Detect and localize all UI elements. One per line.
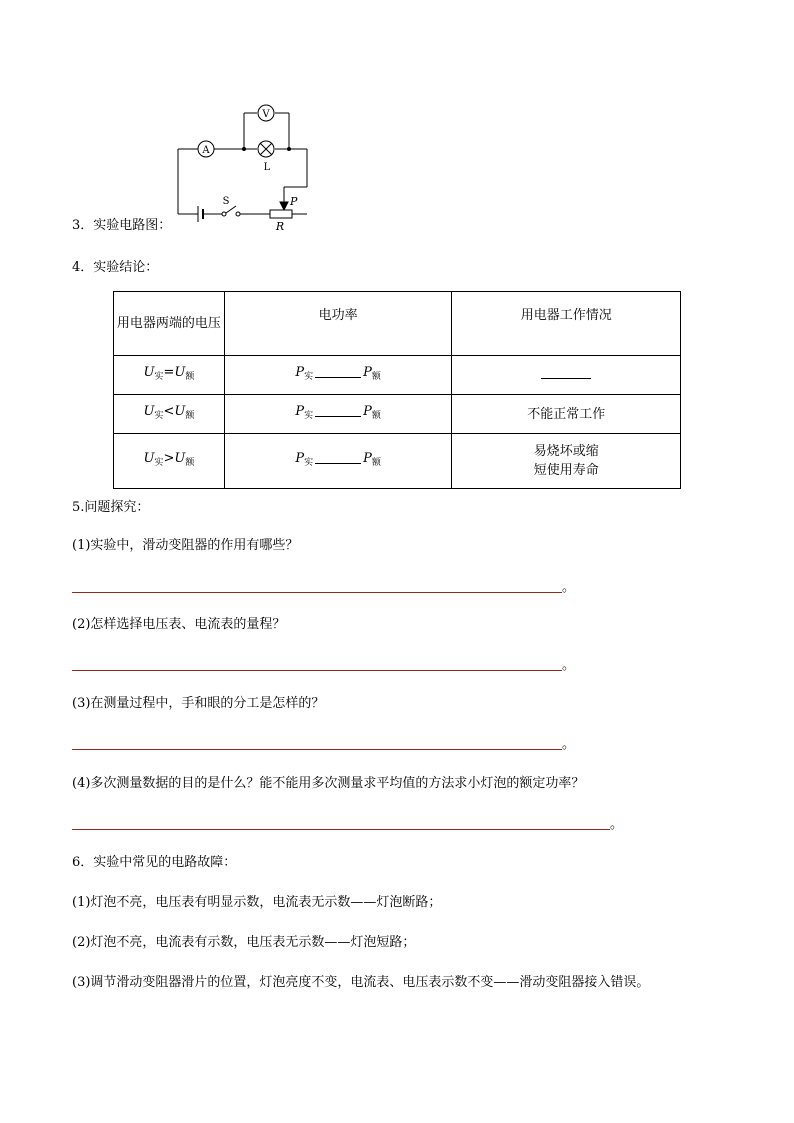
end-mark: 。 <box>610 817 624 832</box>
switch-label: S <box>222 196 230 207</box>
fault-1: (1)灯泡不亮，电压表有明显示数，电流表无示数——灯泡断路； <box>72 895 442 910</box>
ammeter-label: A <box>202 145 210 156</box>
item6-label: 6．实验中常见的电路故障： <box>72 855 237 870</box>
answer-line-3[interactable] <box>72 749 562 750</box>
answer-blank[interactable] <box>315 406 361 417</box>
item3-label: 3．实验电路图： <box>72 218 172 233</box>
conclusion-table <box>113 291 681 489</box>
answer-line-1[interactable] <box>72 592 562 593</box>
answer-blank[interactable] <box>315 367 361 378</box>
answer-line-4[interactable] <box>72 829 610 830</box>
item5-label: 5.问题探究： <box>72 500 150 515</box>
table-header-row <box>114 292 681 356</box>
table-row: $U_实=U_额$ $P_实$ $P_额$ <box>114 356 681 395</box>
question-1: (1)实验中，滑动变阻器的作用有哪些？ <box>72 538 299 553</box>
question-4: (4)多次测量数据的目的是什么？能不能用多次测量求平均值的方法求小灯泡的额定功率？ <box>72 776 585 791</box>
fault-2: (2)灯泡不亮，电流表有示数，电压表无示数——灯泡短路； <box>72 935 416 950</box>
question-3: (3)在测量过程中，手和眼的分工是怎样的？ <box>72 696 325 711</box>
question-2: (2)怎样选择电压表、电流表的量程？ <box>72 617 286 632</box>
item4-label: 4．实验结论： <box>72 260 159 275</box>
circuit-diagram <box>170 100 320 235</box>
voltmeter-label: V <box>262 109 270 120</box>
end-mark: 。 <box>562 580 576 595</box>
header-power: 电功率 <box>224 292 452 356</box>
answer-blank[interactable] <box>541 368 591 379</box>
answer-line-2[interactable] <box>72 670 562 671</box>
slider-label: P <box>290 195 298 208</box>
end-mark: 。 <box>562 658 576 673</box>
end-mark: 。 <box>562 737 576 752</box>
rheostat-label: R <box>275 220 285 233</box>
table-row: $U_实>U_额$ $P_实$ $P_额$ 易烧坏或缩 短使用寿命 <box>114 434 681 489</box>
lamp-label: L <box>263 162 271 173</box>
header-voltage: 用电器两端的电压 <box>114 292 225 356</box>
header-status: 用电器工作情况 <box>452 292 681 356</box>
answer-blank[interactable] <box>315 453 361 464</box>
table-row: $U_实<U_额$ $P_实$ $P_额$ 不能正常工作 <box>114 395 681 434</box>
fault-3: (3)调节滑动变阻器滑片的位置，灯泡亮度不变，电流表、电压表示数不变——滑动变阻器接入错误。 <box>72 975 650 990</box>
